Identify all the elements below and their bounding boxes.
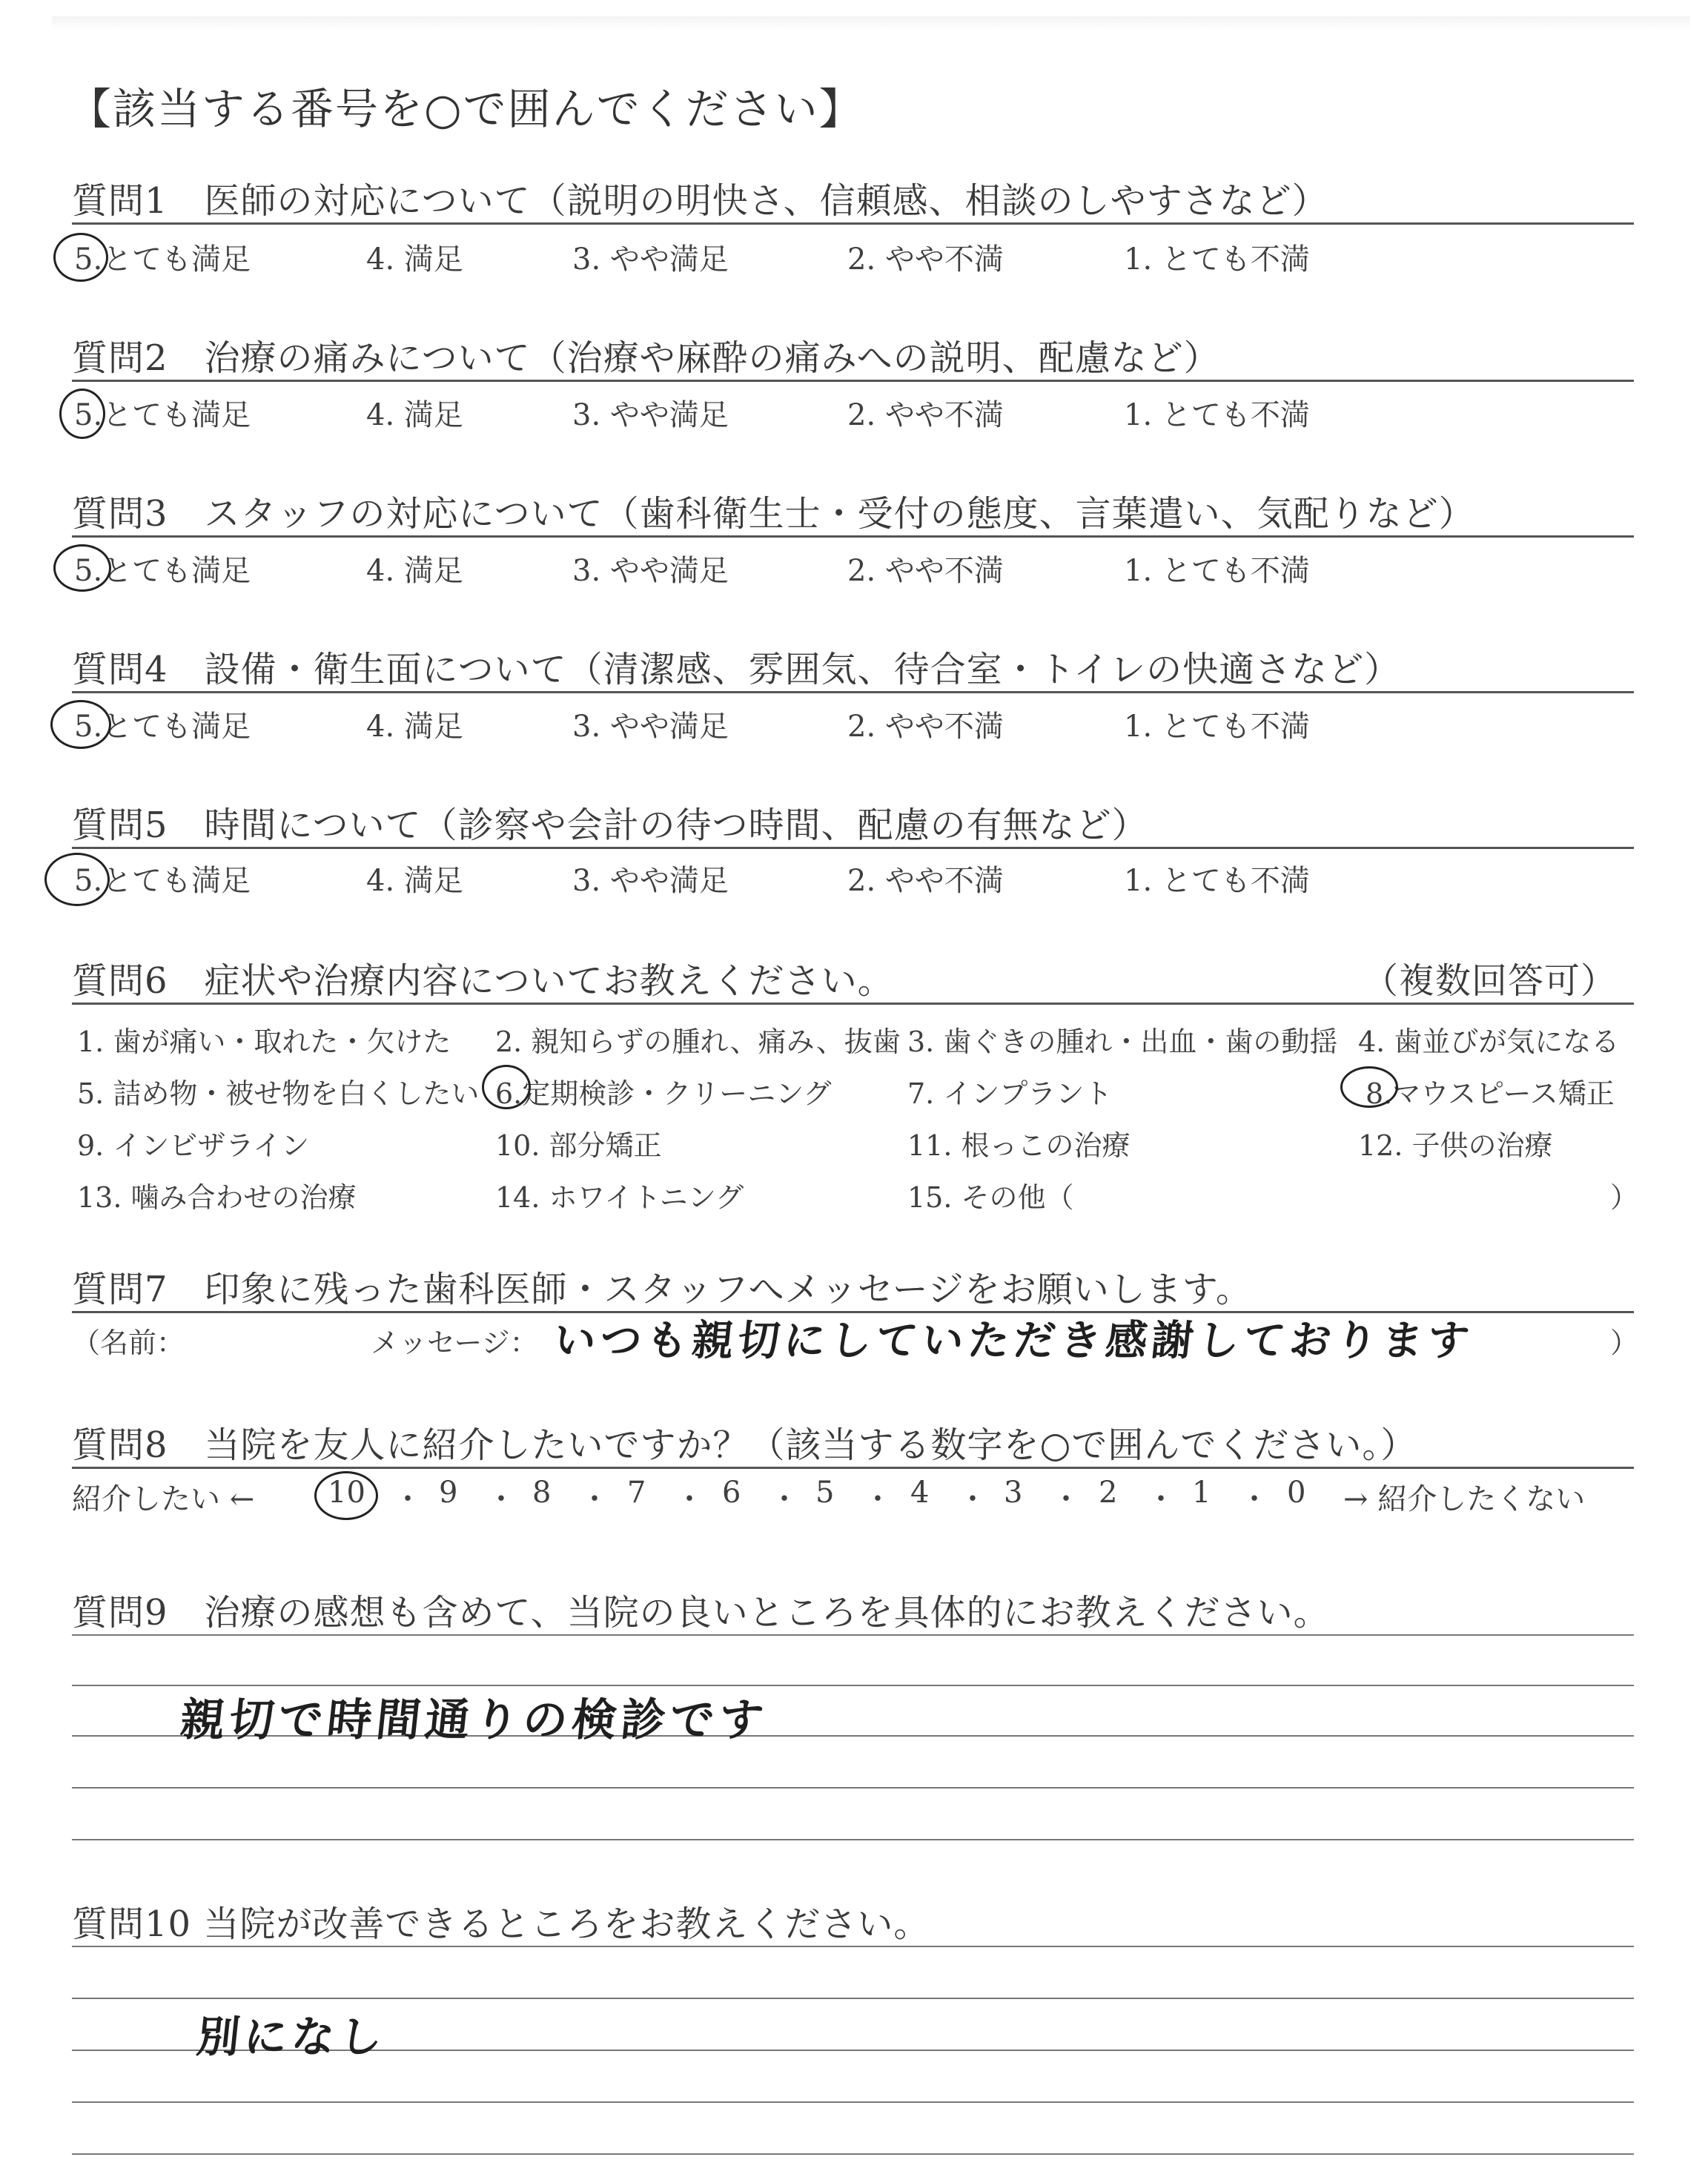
q6-note: （複数回答可） <box>1363 960 1618 1002</box>
q5-opt-4[interactable]: 4. 満足 <box>366 864 463 898</box>
q8-scale-5[interactable]: 5 <box>815 1476 835 1510</box>
q8-scale-9[interactable]: 9 <box>439 1476 458 1510</box>
q6-opt-9[interactable]: 9. インビザライン <box>77 1129 310 1162</box>
q8-right-label: → 紹介したくない <box>1343 1482 1586 1516</box>
q5-opt-2[interactable]: 2. やや不満 <box>847 864 1004 898</box>
q9-line <box>72 1634 1634 1636</box>
q2-opt-3[interactable]: 3. やや満足 <box>572 398 729 432</box>
q8-scale-10[interactable]: 10 <box>328 1476 365 1510</box>
q8-scale-7[interactable]: 7 <box>627 1476 646 1510</box>
q9-answer-handwritten[interactable]: 親切で時間通りの検診です <box>177 1694 771 1746</box>
q6-opt6-circle <box>482 1065 531 1109</box>
q6-rule <box>72 1003 1634 1005</box>
q7-close-paren: ） <box>1610 1327 1639 1359</box>
q1-selection-circle <box>53 233 108 282</box>
q10-line <box>72 1998 1634 1999</box>
q8-scale-8[interactable]: 8 <box>532 1476 552 1510</box>
q2-opt-1[interactable]: 1. とても不満 <box>1124 398 1310 432</box>
q8-sep: ・ <box>1051 1482 1081 1516</box>
q8-scale-1[interactable]: 1 <box>1192 1476 1211 1510</box>
q1-opt-5[interactable]: 5.とても満足 <box>74 242 251 277</box>
q3-rule <box>72 535 1634 538</box>
q6-opt-11[interactable]: 11. 根っこの治療 <box>907 1129 1131 1162</box>
q3-opt-4[interactable]: 4. 満足 <box>366 554 463 588</box>
q2-title: 質問2 治療の痛みについて（治療や麻酔の痛みへの説明、配慮など） <box>72 337 1220 379</box>
q4-opt-4[interactable]: 4. 満足 <box>366 710 463 744</box>
q4-selection-circle <box>50 700 111 749</box>
q10-line <box>72 2101 1634 2103</box>
q6-opt-2[interactable]: 2. 親知らずの腫れ、痛み、抜歯 <box>495 1025 901 1058</box>
q7-message-handwritten[interactable]: いつも親切にしていただき感謝しております <box>552 1317 1476 1365</box>
q6-opt8-circle <box>1340 1066 1398 1108</box>
q6-opt-15[interactable]: 15. その他（ <box>907 1181 1074 1214</box>
q2-opt-2[interactable]: 2. やや不満 <box>847 398 1004 432</box>
q8-sep: ・ <box>486 1482 516 1516</box>
q3-selection-circle <box>53 544 111 592</box>
q6-opt-13[interactable]: 13. 噛み合わせの治療 <box>77 1181 357 1214</box>
q5-opt-1[interactable]: 1. とても不満 <box>1124 864 1310 898</box>
q4-rule <box>72 691 1634 693</box>
q8-rule <box>72 1467 1634 1469</box>
q6-opt-6[interactable]: 6.定期検診・クリーニング <box>495 1077 832 1110</box>
q8-title: 質問8 当院を友人に紹介したいですか？（該当する数字を○で囲んでください。） <box>72 1424 1417 1466</box>
q3-title: 質問3 スタッフの対応について（歯科衛生士・受付の態度、言葉遣い、気配りなど） <box>72 493 1475 535</box>
q6-opt-4[interactable]: 4. 歯並びが気になる <box>1358 1025 1620 1058</box>
q8-sep: ・ <box>393 1482 423 1516</box>
q1-title: 質問1 医師の対応について（説明の明快さ、信頼感、相談のしやすさなど） <box>72 180 1328 222</box>
q2-opt-4[interactable]: 4. 満足 <box>366 398 463 432</box>
q10-answer-handwritten[interactable]: 別になし <box>193 2012 390 2062</box>
q8-scale-6[interactable]: 6 <box>722 1476 741 1510</box>
q8-sep: ・ <box>1239 1482 1269 1516</box>
q1-opt-3[interactable]: 3. やや満足 <box>572 242 729 277</box>
q8-scale-4[interactable]: 4 <box>910 1476 930 1510</box>
q8-sep: ・ <box>675 1482 704 1516</box>
q1-opt-2[interactable]: 2. やや不満 <box>847 242 1004 277</box>
q6-opt-5[interactable]: 5. 詰め物・被せ物を白くしたい <box>77 1077 480 1110</box>
q8-scale-2[interactable]: 2 <box>1099 1476 1118 1510</box>
q6-opt-12[interactable]: 12. 子供の治療 <box>1358 1129 1553 1162</box>
q6-opt-8[interactable]: 8.マウスピース矯正 <box>1366 1077 1615 1110</box>
q1-opt-4[interactable]: 4. 満足 <box>366 242 463 277</box>
q5-title: 質問5 時間について（診察や会計の待つ時間、配慮の有無など） <box>72 805 1148 846</box>
q3-opt-2[interactable]: 2. やや不満 <box>847 554 1004 588</box>
q8-scale-3[interactable]: 3 <box>1004 1476 1023 1510</box>
q3-opt-5[interactable]: 5.とても満足 <box>74 554 251 588</box>
q8-sep: ・ <box>769 1482 799 1516</box>
q8-left-label: 紹介したい ← <box>72 1482 255 1516</box>
q8-scale-0[interactable]: 0 <box>1287 1476 1306 1510</box>
q8-selection-circle <box>314 1471 378 1520</box>
q6-opt-1[interactable]: 1. 歯が痛い・取れた・欠けた <box>77 1025 451 1058</box>
q8-sep: ・ <box>1146 1482 1176 1516</box>
q10-line <box>72 1946 1634 1947</box>
q3-opt-1[interactable]: 1. とても不満 <box>1124 554 1310 588</box>
instruction-heading: 【該当する番号を○で囲んでください】 <box>68 84 864 134</box>
q6-opt-7[interactable]: 7. インプラント <box>907 1077 1113 1110</box>
q8-sep: ・ <box>958 1482 987 1516</box>
q1-rule <box>72 222 1634 225</box>
q4-title: 質問4 設備・衛生面について（清潔感、雰囲気、待合室・トイレの快適さなど） <box>72 649 1401 690</box>
q6-opt-10[interactable]: 10. 部分矯正 <box>495 1129 662 1162</box>
q9-line <box>72 1787 1634 1789</box>
q2-opt-5[interactable]: 5.とても満足 <box>74 398 251 432</box>
q6-title: 質問6 症状や治療内容についてお教えください。 <box>72 960 894 1002</box>
q5-rule <box>72 847 1634 849</box>
scan-edge <box>52 16 1690 30</box>
q4-opt-5[interactable]: 5.とても満足 <box>74 710 251 744</box>
q4-opt-1[interactable]: 1. とても不満 <box>1124 710 1310 744</box>
q9-line <box>72 1839 1634 1840</box>
q2-rule <box>72 380 1634 382</box>
q8-sep: ・ <box>863 1482 893 1516</box>
q7-title: 質問7 印象に残った歯科医師・スタッフへメッセージをお願いします。 <box>72 1269 1252 1310</box>
q9-title: 質問9 治療の感想も含めて、当院の良いところを具体的にお教えください。 <box>72 1592 1330 1634</box>
q10-line <box>72 2153 1634 2155</box>
q2-selection-circle <box>59 389 105 439</box>
q3-opt-3[interactable]: 3. やや満足 <box>572 554 729 588</box>
q1-opt-1[interactable]: 1. とても不満 <box>1124 242 1310 277</box>
q6-opt-14[interactable]: 14. ホワイトニング <box>495 1181 744 1214</box>
q8-sep: ・ <box>580 1482 609 1516</box>
q7-name-label: （名前： <box>72 1327 185 1359</box>
q4-opt-2[interactable]: 2. やや不満 <box>847 710 1004 744</box>
q10-title: 質問10 当院が改善できるところをお教えください。 <box>72 1903 930 1945</box>
q7-message-label: メッセージ： <box>371 1327 538 1359</box>
q6-other-close-paren: ） <box>1610 1181 1639 1214</box>
q6-opt-3[interactable]: 3. 歯ぐきの腫れ・出血・歯の動揺 <box>907 1025 1338 1058</box>
q5-opt-3[interactable]: 3. やや満足 <box>572 864 729 898</box>
q4-opt-3[interactable]: 3. やや満足 <box>572 710 729 744</box>
q5-selection-circle <box>44 853 110 906</box>
q5-opt-5[interactable]: 5.とても満足 <box>74 864 251 898</box>
